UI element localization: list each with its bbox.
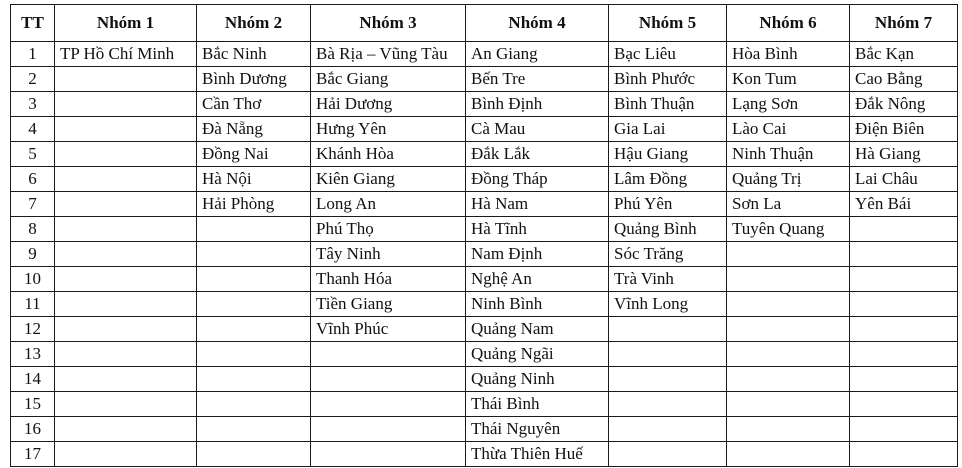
cell-nhom-5: Trà Vinh [609,267,727,292]
table-row [11,392,958,417]
cell-tt: 1 [11,42,55,67]
cell-nhom-2: Hà Nội [197,167,311,192]
cell-nhom-5 [609,417,727,442]
column-header-nhom-5: Nhóm 5 [609,5,727,42]
column-header-nhom-1: Nhóm 1 [55,5,197,42]
cell-nhom-2: Bình Dương [197,67,311,92]
cell-nhom-5: Bình Phước [609,67,727,92]
cell-tt: 8 [11,217,55,242]
table-row [11,192,958,217]
cell-nhom-4: Nghệ An [466,267,609,292]
column-header-tt: TT [11,5,55,42]
cell-nhom-4: An Giang [466,42,609,67]
table-row [11,267,958,292]
cell-nhom-6 [727,392,850,417]
cell-nhom-4: Ninh Bình [466,292,609,317]
cell-nhom-6: Quảng Trị [727,167,850,192]
cell-nhom-7 [850,392,958,417]
cell-nhom-7 [850,267,958,292]
cell-nhom-2 [197,367,311,392]
column-header-nhom-4: Nhóm 4 [466,5,609,42]
cell-nhom-1 [55,67,197,92]
cell-nhom-4: Đồng Tháp [466,167,609,192]
cell-nhom-4: Đắk Lắk [466,142,609,167]
cell-nhom-1 [55,417,197,442]
cell-nhom-4: Quảng Ninh [466,367,609,392]
cell-nhom-6 [727,242,850,267]
column-header-nhom-7: Nhóm 7 [850,5,958,42]
cell-nhom-3: Phú Thọ [311,217,466,242]
cell-nhom-1 [55,217,197,242]
cell-tt: 16 [11,417,55,442]
cell-nhom-2: Hải Phòng [197,192,311,217]
cell-nhom-1 [55,142,197,167]
cell-nhom-3 [311,392,466,417]
cell-nhom-3: Bắc Giang [311,67,466,92]
cell-nhom-7 [850,217,958,242]
cell-nhom-7 [850,292,958,317]
cell-nhom-5: Phú Yên [609,192,727,217]
cell-nhom-5 [609,392,727,417]
cell-tt: 2 [11,67,55,92]
cell-nhom-5: Sóc Trăng [609,242,727,267]
cell-tt: 17 [11,442,55,467]
cell-tt: 7 [11,192,55,217]
cell-nhom-4: Quảng Ngãi [466,342,609,367]
province-group-sheet [10,4,958,467]
table-row [11,67,958,92]
cell-nhom-7: Yên Bái [850,192,958,217]
cell-tt: 14 [11,367,55,392]
cell-nhom-1 [55,92,197,117]
cell-nhom-3: Vĩnh Phúc [311,317,466,342]
cell-tt: 10 [11,267,55,292]
cell-nhom-2 [197,267,311,292]
table-row [11,417,958,442]
cell-nhom-1 [55,367,197,392]
cell-nhom-7: Hà Giang [850,142,958,167]
cell-nhom-7: Bắc Kạn [850,42,958,67]
cell-tt: 15 [11,392,55,417]
cell-nhom-3: Kiên Giang [311,167,466,192]
cell-nhom-1 [55,442,197,467]
table-row [11,217,958,242]
cell-nhom-3: Khánh Hòa [311,142,466,167]
cell-nhom-2 [197,217,311,242]
cell-nhom-3: Tây Ninh [311,242,466,267]
cell-nhom-4: Cà Mau [466,117,609,142]
cell-nhom-3: Bà Rịa – Vũng Tàu [311,42,466,67]
cell-tt: 4 [11,117,55,142]
cell-nhom-4: Quảng Nam [466,317,609,342]
cell-nhom-3: Thanh Hóa [311,267,466,292]
table-row [11,242,958,267]
cell-nhom-2: Đồng Nai [197,142,311,167]
table-row [11,142,958,167]
cell-nhom-4: Bình Định [466,92,609,117]
cell-tt: 3 [11,92,55,117]
cell-nhom-2 [197,292,311,317]
cell-nhom-4: Bến Tre [466,67,609,92]
column-header-nhom-2: Nhóm 2 [197,5,311,42]
cell-nhom-2: Cần Thơ [197,92,311,117]
cell-nhom-6 [727,267,850,292]
cell-nhom-7 [850,417,958,442]
table-body [11,42,958,467]
cell-nhom-3: Hải Dương [311,92,466,117]
cell-nhom-1 [55,167,197,192]
cell-nhom-4: Nam Định [466,242,609,267]
column-header-nhom-3: Nhóm 3 [311,5,466,42]
cell-nhom-2 [197,342,311,367]
cell-nhom-7 [850,342,958,367]
cell-nhom-2: Đà Nẵng [197,117,311,142]
cell-nhom-2 [197,317,311,342]
column-header-nhom-6: Nhóm 6 [727,5,850,42]
cell-nhom-3: Hưng Yên [311,117,466,142]
cell-tt: 5 [11,142,55,167]
cell-nhom-7: Lai Châu [850,167,958,192]
cell-nhom-7: Đắk Nông [850,92,958,117]
cell-nhom-2: Bắc Ninh [197,42,311,67]
cell-nhom-6: Ninh Thuận [727,142,850,167]
cell-nhom-5: Vĩnh Long [609,292,727,317]
cell-nhom-6: Hòa Bình [727,42,850,67]
cell-nhom-6: Lạng Sơn [727,92,850,117]
cell-nhom-6 [727,317,850,342]
cell-nhom-1 [55,242,197,267]
cell-nhom-3 [311,367,466,392]
cell-nhom-7 [850,317,958,342]
cell-nhom-4: Hà Tĩnh [466,217,609,242]
cell-nhom-6 [727,342,850,367]
table-row [11,117,958,142]
cell-nhom-4: Hà Nam [466,192,609,217]
cell-nhom-3 [311,342,466,367]
cell-nhom-6: Lào Cai [727,117,850,142]
table-row [11,442,958,467]
cell-nhom-5 [609,442,727,467]
cell-nhom-4: Thừa Thiên Huế [466,442,609,467]
cell-nhom-5: Hậu Giang [609,142,727,167]
cell-nhom-5: Quảng Bình [609,217,727,242]
table-row [11,292,958,317]
table-row [11,317,958,342]
cell-nhom-1 [55,392,197,417]
cell-nhom-4: Thái Nguyên [466,417,609,442]
cell-tt: 11 [11,292,55,317]
cell-nhom-6 [727,442,850,467]
cell-nhom-5: Gia Lai [609,117,727,142]
cell-nhom-5 [609,342,727,367]
table-header-row [11,5,958,42]
cell-nhom-1 [55,267,197,292]
cell-nhom-6 [727,417,850,442]
cell-tt: 12 [11,317,55,342]
cell-nhom-2 [197,392,311,417]
cell-nhom-2 [197,417,311,442]
cell-nhom-1 [55,117,197,142]
cell-tt: 6 [11,167,55,192]
cell-nhom-7: Cao Bằng [850,67,958,92]
cell-nhom-5: Bình Thuận [609,92,727,117]
cell-nhom-1 [55,292,197,317]
cell-nhom-3: Tiền Giang [311,292,466,317]
cell-tt: 13 [11,342,55,367]
table-row [11,167,958,192]
cell-nhom-1: TP Hồ Chí Minh [55,42,197,67]
cell-nhom-7 [850,442,958,467]
table-row [11,367,958,392]
cell-nhom-2 [197,442,311,467]
cell-nhom-6: Sơn La [727,192,850,217]
cell-nhom-5 [609,367,727,392]
cell-nhom-1 [55,317,197,342]
cell-nhom-3: Long An [311,192,466,217]
cell-nhom-7 [850,367,958,392]
cell-nhom-5: Lâm Đồng [609,167,727,192]
cell-nhom-6 [727,292,850,317]
cell-nhom-5 [609,317,727,342]
cell-tt: 9 [11,242,55,267]
cell-nhom-2 [197,242,311,267]
table-row [11,92,958,117]
cell-nhom-6: Kon Tum [727,67,850,92]
cell-nhom-5: Bạc Liêu [609,42,727,67]
cell-nhom-3 [311,417,466,442]
cell-nhom-7: Điện Biên [850,117,958,142]
table-row [11,42,958,67]
cell-nhom-4: Thái Bình [466,392,609,417]
cell-nhom-1 [55,192,197,217]
cell-nhom-1 [55,342,197,367]
cell-nhom-6 [727,367,850,392]
province-group-table [10,4,958,467]
cell-nhom-6: Tuyên Quang [727,217,850,242]
table-row [11,342,958,367]
cell-nhom-3 [311,442,466,467]
cell-nhom-7 [850,242,958,267]
